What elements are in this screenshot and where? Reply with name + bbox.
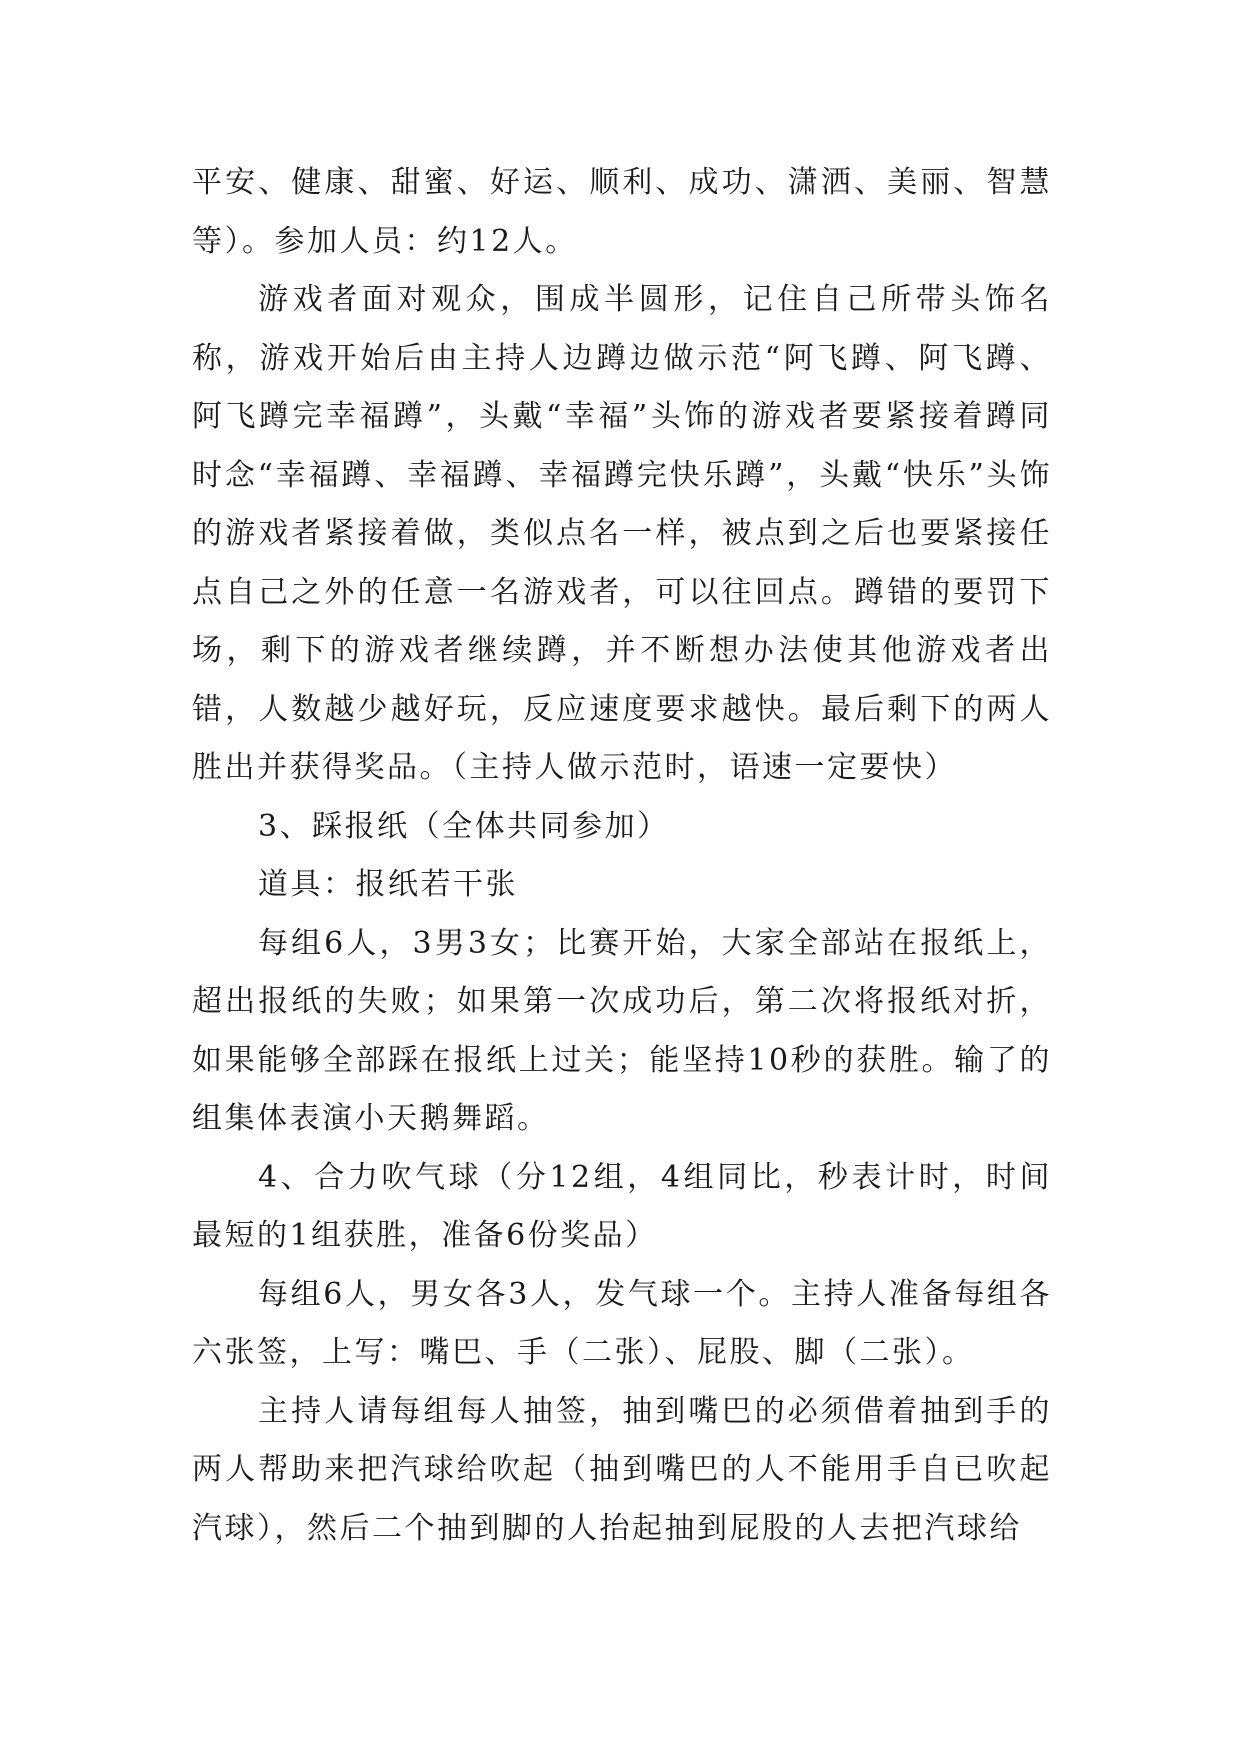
paragraph-continuation: 平安、健康、甜蜜、好运、顺利、成功、潇洒、美丽、智慧等）。参加人员：约12人。 bbox=[192, 165, 1052, 259]
paragraph-newspaper-props: 道具：报纸若干张 bbox=[258, 867, 518, 902]
paragraph-newspaper-rules: 每组6人，3男3女；比赛开始，大家全部站在报纸上，超出报纸的失败；如果第一次成功后，第二次将报纸对折，如果能够全部踩在报纸上过关；能坚持10秒的获胜。输了的组集体表演小天鹅舞蹈。 bbox=[192, 925, 1052, 1136]
paragraph-balloon-rules: 主持人请每组每人抽签，抽到嘴巴的必须借着抽到手的两人帮助来把汽球给吹起（抽到嘴巴的人不能用手自已吹起汽球），然后二个抽到脚的人抬起抽到屁股的人去把汽球给 bbox=[192, 1393, 1052, 1546]
paragraph-newspaper-heading: 3、踩报纸（全体共同参加） bbox=[258, 808, 670, 844]
paragraph-squat-game-rules: 游戏者面对观众，围成半圆形，记住自己所带头饰名称，游戏开始后由主持人边蹲边做示范“阿飞蹲、阿飞蹲、阿飞蹲完幸福蹲”，头戴“幸福”头饰的游戏者要紧接着蹲同时念“幸福蹲、幸福蹲、幸福蹲完快乐蹲”，头戴“快乐”头饰的游戏者紧接着做，类似点名一样，被点到之后也要紧接任点自己之外的任意一名游戏者，可以往回点。蹲错的要罚下场，剩下的游戏者继续蹲，并不断想办法使其他游戏者出错，人数越少越好玩，反应速度要求越快。最后剩下的两人胜出并获得奖品。（主持人做示范时，语速一定要快） bbox=[192, 282, 1052, 785]
paragraph-balloon-heading: 4、合力吹气球（分12组，4组同比，秒表计时，时间最短的1组获胜，准备6份奖品） bbox=[192, 1159, 1052, 1253]
paragraph-balloon-setup: 每组6人，男女各3人，发气球一个。主持人准备每组各六张签，上写：嘴巴、手（二张）、屁股、脚（二张）。 bbox=[192, 1276, 1052, 1370]
document-body bbox=[192, 154, 1052, 1558]
